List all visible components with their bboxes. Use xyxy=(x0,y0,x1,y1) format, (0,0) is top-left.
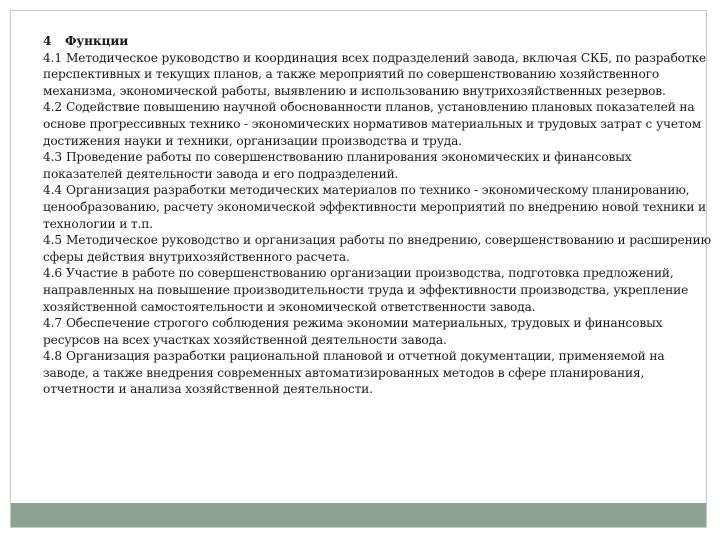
item-number: 4.8 xyxy=(43,349,62,364)
item-text: Проведение работы по совершенствованию планирования экономических и финансовых показателей деятельности завода и его подразделений. xyxy=(43,150,632,181)
function-item-4-3 xyxy=(43,149,711,182)
item-number: 4.2 xyxy=(43,100,62,115)
section-heading xyxy=(43,33,711,50)
item-number: 4.4 xyxy=(43,183,62,198)
item-number: 4.7 xyxy=(43,316,62,331)
function-item-4-4 xyxy=(43,182,711,232)
item-number: 4.5 xyxy=(43,233,62,248)
item-text: Методическое руководство и координация всех подразделений завода, включая СКБ, по разработке перспективных и текущих планов, а также мероприятий по совершенствованию хозяйственного механизма, экономической работы, выявлению и использованию внутрихозяйственных резервов. xyxy=(43,50,706,98)
item-number: 4.1 xyxy=(43,50,62,65)
item-number: 4.6 xyxy=(43,266,62,281)
function-item-4-5 xyxy=(43,232,711,265)
section-title: Функции xyxy=(65,34,129,48)
function-item-4-6 xyxy=(43,265,711,315)
item-text: Организация разработки рациональной плановой и отчетной документации, применяемой на заводе, а также внедрения современных автоматизированных методов в сфере планирования, отчетности и анализа хозяйственной деятельности. xyxy=(43,349,665,397)
function-item-4-1 xyxy=(43,50,711,100)
slide-footer-bar xyxy=(11,503,706,527)
slide-content xyxy=(43,33,711,398)
function-item-4-2 xyxy=(43,99,711,149)
function-item-4-7 xyxy=(43,315,711,348)
item-number: 4.3 xyxy=(43,150,62,165)
item-text: Участие в работе по совершенствованию организации производства, подготовка предложений, направленных на повышение производительности труда и эффективности производства, укрепление хозяйственной самостоятельности и экономической ответственности завода. xyxy=(43,266,689,314)
item-text: Организация разработки методических материалов по технико - экономическому планированию, ценообразованию, расчету экономической эффективности мероприятий по внедрению новой техники и технологии и т.п. xyxy=(43,183,707,231)
item-text: Обеспечение строгого соблюдения режима экономии материальных, трудовых и финансовых ресурсов на всех участках хозяйственной деятельности завода. xyxy=(43,316,663,347)
function-item-4-8 xyxy=(43,348,711,398)
item-text: Методическое руководство и организация работы по внедрению, совершенствованию и расширению сферы действия внутрихозяйственного расчета. xyxy=(43,233,711,264)
section-number: 4 xyxy=(43,34,52,48)
item-text: Содействие повышению научной обоснованности планов, установлению плановых показателей на основе прогрессивных технико - экономических нормативов материальных и трудовых затрат с учетом достижения науки и техники, организации производства и труда. xyxy=(43,100,702,148)
